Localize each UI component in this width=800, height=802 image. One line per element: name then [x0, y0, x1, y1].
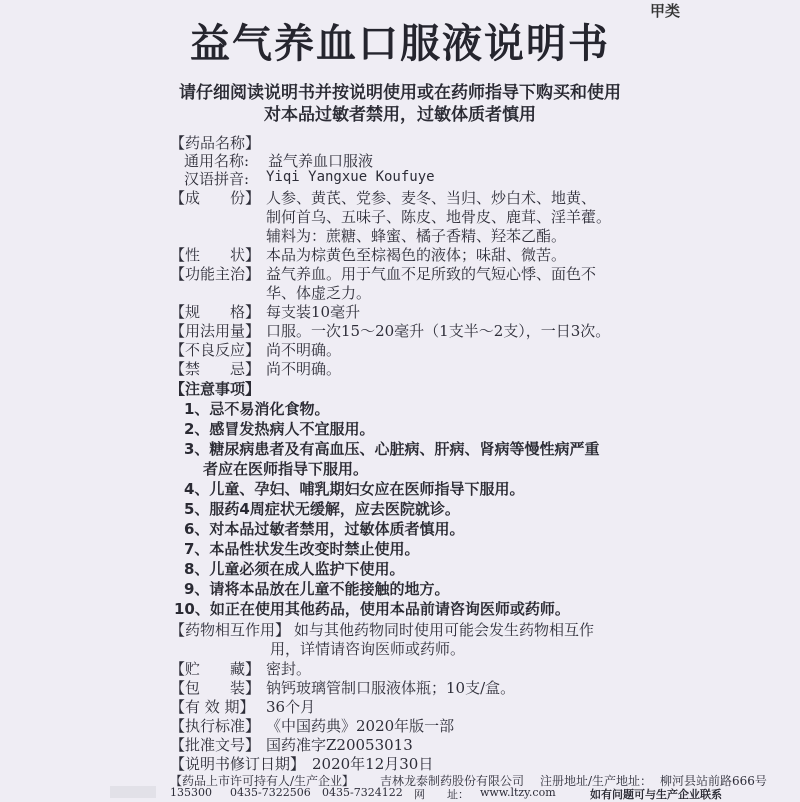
specification-value: 每支装10毫升 [266, 303, 361, 321]
validity-value: 36个月 [266, 698, 316, 716]
precaution-item: 5、服药4周症状无缓解，应去医院就诊。 [184, 500, 460, 518]
adverse-reactions-value: 尚不明确。 [266, 341, 342, 359]
standard-value: 《中国药典》2020年版一部 [266, 717, 455, 735]
indications-line-1: 益气养血。用于气血不足所致的气短心悸、面色不 [266, 265, 597, 283]
interactions-line-1: 如与其他药物同时使用可能会发生药物相互作 [294, 621, 595, 639]
precautions-label: 【注意事项】 [170, 380, 261, 398]
approval-label: 【批准文号】 [170, 736, 261, 754]
storage-value: 密封。 [266, 660, 312, 678]
dosage-value: 口服。一次15～20毫升（1支半～2支），一日3次。 [266, 322, 611, 340]
properties-value: 本品为棕黄色至棕褐色的液体；味甜、微苦。 [266, 246, 567, 264]
precaution-item: 8、儿童必须在成人监护下使用。 [184, 560, 405, 578]
phone-value-1: 0435-7322506 [230, 786, 311, 799]
phone-value-2: 0435-7324122 [322, 786, 403, 799]
revision-date-label: 【说明书修订日期】 [170, 755, 306, 773]
contraindications-value: 尚不明确。 [266, 360, 342, 378]
contraindications-label: 【禁 忌】 [170, 360, 261, 378]
manufacturer-value: 吉林龙泰制药股份有限公司 [380, 774, 525, 788]
storage-label: 【贮 藏】 [170, 660, 261, 678]
indications-label: 【功能主治】 [170, 265, 261, 283]
precaution-item: 者应在医师指导下服用。 [203, 460, 369, 478]
allergy-warning: 对本品过敏者禁用，过敏体质者慎用 [264, 105, 536, 125]
footer-contact-note: 如有问题可与生产企业联系 [590, 788, 722, 801]
postcode-value: 135300 [170, 786, 212, 799]
package-value: 钠钙玻璃管制口服液体瓶；10支/盒。 [266, 679, 516, 697]
document-title: 益气养血口服液说明书 [190, 21, 610, 67]
precaution-item: 9、请将本品放在儿童不能接触的地方。 [184, 580, 450, 598]
specification-label: 【规 格】 [170, 303, 261, 321]
standard-label: 【执行标准】 [170, 717, 261, 735]
dosage-label: 【用法用量】 [170, 322, 261, 340]
interactions-label: 【药物相互作用】 [170, 621, 291, 639]
pinyin-label: 汉语拼音: [184, 170, 250, 188]
website-label: 网 址： [414, 788, 469, 801]
precaution-item: 3、糖尿病患者及有高血压、心脏病、肝病、肾病等慢性病严重 [184, 440, 600, 458]
usage-warning: 请仔细阅读说明书并按说明使用或在药师指导下购买和使用 [179, 83, 621, 103]
validity-label: 【有 效 期】 [170, 698, 255, 716]
interactions-line-2: 用，详情请咨询医师或药师。 [270, 640, 466, 658]
website-value[interactable]: www.ltzy.com [480, 786, 556, 799]
pinyin-value: Yiqi Yangxue Koufuye [266, 169, 435, 185]
properties-label: 【性 状】 [170, 246, 261, 264]
address-label: 注册地址/生产地址： [540, 774, 653, 788]
adverse-reactions-label: 【不良反应】 [170, 341, 261, 359]
indications-line-2: 华、体虚乏力。 [266, 284, 372, 302]
precaution-item: 7、本品性状发生改变时禁止使用。 [184, 540, 420, 558]
composition-line-1: 人参、黄芪、党参、麦冬、当归、炒白术、地黄、 [266, 189, 597, 207]
precaution-item: 4、儿童、孕妇、哺乳期妇女应在医师指导下服用。 [184, 480, 525, 498]
common-name-label: 通用名称: [184, 152, 250, 170]
redacted-block [110, 786, 156, 798]
precaution-item: 2、感冒发热病人不宜服用。 [184, 420, 375, 438]
precaution-item: 6、对本品过敏者禁用，过敏体质者慎用。 [184, 520, 465, 538]
drug-name-label: 【药品名称】 [170, 134, 261, 152]
composition-line-2: 制何首乌、五味子、陈皮、地骨皮、鹿茸、淫羊藿。 [266, 208, 612, 226]
composition-label: 【成 份】 [170, 189, 261, 207]
revision-date-value: 2020年12月30日 [312, 755, 434, 773]
precaution-item: 10、如正在使用其他药品，使用本品前请咨询医师或药师。 [174, 600, 570, 618]
composition-line-3: 辅料为：蔗糖、蜂蜜、橘子香精、羟苯乙酯。 [266, 227, 567, 245]
common-name-value: 益气养血口服液 [268, 152, 374, 170]
precaution-item: 1、忌不易消化食物。 [184, 400, 330, 418]
address-value: 柳河县站前路666号 [660, 774, 767, 788]
category-label: 甲类 [650, 2, 681, 20]
manufacturer-label: 【药品上市许可持有人/生产企业】 [170, 774, 355, 788]
package-label: 【包 装】 [170, 679, 261, 697]
approval-value: 国药准字Z20053013 [266, 736, 413, 754]
